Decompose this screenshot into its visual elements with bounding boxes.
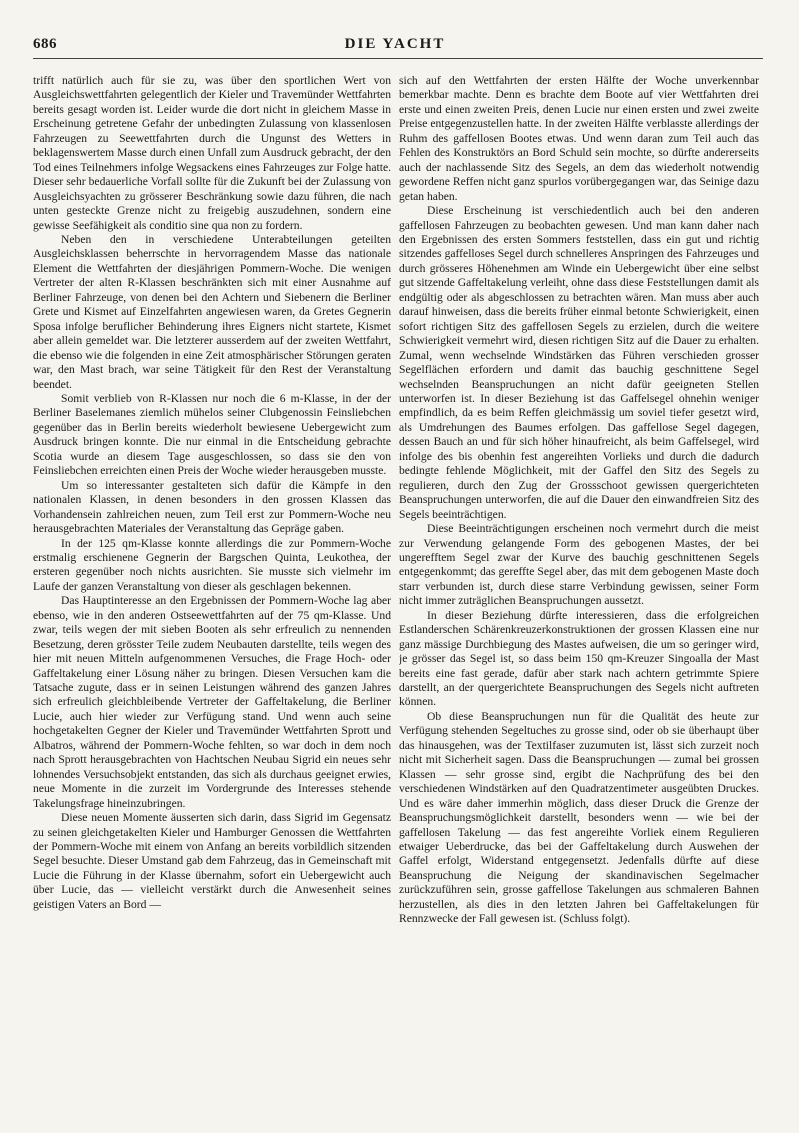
left-column — [33, 74, 391, 1104]
paragraph: Ob diese Beanspruchungen nun für die Qualität des heute zur Verfügung stehenden Segeltuches zu grosse sind, oder ob sie überhaupt über das hinausgehen, was der Textilfaser zuzumuten ist, lässt sich zurzeit noch nicht mit Sicherheit sagen. Dass die Beanspruchungen — zumal bei grossen Klassen — sehr grosse sind, ergibt die Nachprüfung des bei den verschiedenen Windstärken auf den Quadratzentimeter ausgeübten Druckes. Und es wäre daher immerhin möglich, dass dieser Druck die Grenze der Beanspruchungsmöglichkeit darstellt, besonders wenn — wie bei der gaffellosen Takelung — das fest angereihte Vorliek einem Regulieren etwaiger Ueberdrucke, das bei der Gaffeltakelung durch Auswehen der Gaffel erfolgt, Widerstand entgegensetzt. Jedenfalls dürfte auf diese Beanspruchung die Neigung der skandinavischen Segelmacher zurückzuführen sein, grosse gaffellose Takelungen aus schmaleren Bahnen herzustellen, als dies in den letzten Jahren bei Gaffeltakelungen für Rennzwecke der Fall gewesen ist. (Schluss folgt). — [399, 709, 759, 926]
paragraph: Das Hauptinteresse an den Ergebnissen der Pommern-Woche lag aber ebenso, wie in den anderen Ostseewettfahrten auf der 75 qm-Klasse. Und zwar, teils wegen der mit sieben Booten als sehr erfreulich zu nennenden Besetzung, deren grösster Teile zudem Neubauten darstellte, teils wegen des hier mit neuen Mitteln aufgenommenen Versuches, die Frage Hoch- oder Gaffeltakelung einer Lösung näher zu bringen. Diesen Versuchen kam die Tatsache zugute, dass er in seinen Leistungen während des ganzen Jahres sich erfreulich gleichbleibende Vertreter der Gaffeltakelung, die Berliner Lucie, auch hier wieder zur Verfügung stand. Und wenn auch seine hochgetakelten Gegner der Kieler und Travemünder Wettfahrten Sprott und Albatros, während der Pommern-Woche fehlten, so war doch in dem noch nach Sprott herausgebrachten von Hachtschen Neubau Sigrid ein neues sehr lohnendes Versuchsobjekt entstanden, das sich als durchaus geeignet erwies, neue Momente in die zurzeit im Vordergrunde des Interesses stehende Takelungsfrage hineinzubringen. — [33, 594, 391, 810]
right-column — [399, 74, 759, 1104]
paragraph: Um so interessanter gestalteten sich dafür die Kämpfe in den nationalen Klassen, in denen besonders in den grossen Klassen das Vorhandensein zahlreichen neuen, zum Teil erst zur Pommern-Woche neu herausgebrachten Materiales der Veranstaltung das Gepräge gaben. — [33, 478, 391, 536]
paragraph: sich auf den Wettfahrten der ersten Hälfte der Woche unverkennbar bemerkbar machte. Denn es brachte dem Boote auf vier Wettfahrten drei erste und einen zweiten Preis, denen Lucie nur einen ersten und zwei zweite Preise entgegenzustellen hatte. In der zweiten Hälfte verblasste allerdings der Ruhm des gaffellosen Bootes etwas. Und wenn daran zum Teil auch das Fehlen des Konstruktörs an Bord Schuld sein mochte, so dürfte andererseits auch der nachlassende Sitz des Segels, an dem das wiederholt notwendig gewordene Reffen nicht ganz spurlos vorübergegangen war, das Seinige dazu getan haben. — [399, 74, 759, 203]
paragraph: Diese Beeinträchtigungen erscheinen noch vermehrt durch die meist zur Verwendung gelangende Form des gebogenen Mastes, der bei ungerefftem Segel zwar der Kurve des bauchig geschnittenen Segels entgegenkommt; das gereffte Segel aber, das mit dem gebogenen Maste doch starr verbunden ist, durch diese starre Verbindung gewissen, seiner Form nicht immer zuträglichen Beanspruchungen aussetzt. — [399, 522, 759, 608]
paragraph: In dieser Beziehung dürfte interessieren, dass die erfolgreichen Estlanderschen Schärenkreuzerkonstruktionen der grossen Klassen eine nur ganz mässige Durchbiegung des Mastes aufweisen, die um so geringer wird, je grösser das Segel ist, so dass beim 150 qm-Kreuzer Singoalla der Mast bereits eine fast gerade, dafür aber stark nach achtern getrimmte Spiere darstellt, an der quergerichtete Beanspruchungen des Segels nicht auftreten können. — [399, 608, 759, 709]
paragraph: Diese Erscheinung ist verschiedentlich auch bei den anderen gaffellosen Fahrzeugen zu beobachten gewesen. Und man kann daher nach den Ergebnissen des ersten Sommers feststellen, dass ein gut und richtig sitzendes gaffelloses Segel durch schnelleres Anspringen des Fahrzeuges und durch grösseres Höhenehmen am Winde ein Uebergewicht über eine selbst gut sitzende Gaffeltakelung verleiht, ohne dass diese Feststellungen damit als endgültig oder als abgeschlossen zu betrachten wären. Man muss aber auch darauf hinweisen, dass die bereits früher einmal betonte Schwierigkeit, einen sofort richtigen Sitz des gaffellosen Segels zu erzielen, durch die weitere Schwierigkeit vermehrt wird, diesen richtigen Sitz auf die Dauer zu erhalten. Zumal, wenn wechselnde Windstärken das Führen verschieden grosser Segelflächen erfordern und damit das bauchig geschnittene Segel wechselnden Beanspruchungen an nicht dafür geeigneten Stellen unterworfen ist. In dieser Beziehung ist das Gaffelsegel ohnehin weniger empfindlich, da es beim Reffen gleichmässig um soviel tiefer gesetzt wird, als Umdrehungen des Baumes erfolgen. Das gaffellose Segel dagegen, dessen Bauch an und für sich höher hinaufreicht, als beim Gaffelsegel, wird infolge des bis obenhin fest angereihten Vorlieks und durch die dadurch bedingte fehlende Möglichkeit, mit der Gaffel den Sitz des Segels zu regulieren, durch den Zug der Grossschoot gewissen quergerichteten Beanspruchungen unterworfen, die auf die Dauer den einwandfreien Sitz des Segels beeinträchtigen. — [399, 204, 759, 521]
page-number: 686 — [33, 36, 57, 52]
paragraph: Neben den in verschiedene Unterabteilungen geteilten Ausgleichsklassen beherrschte in hervorragendem Masse das nationale Element die Wettfahrten der diesjährigen Pommern-Woche. Die wenigen Vertreter der alten R-Klassen beschränkten sich mit einer Ausnahme auf Berliner Fahrzeuge, von denen bei den Achtern und Siebenern die Berliner Grete und Kismet auf Einzelfahrten angewiesen waren, da Gretes Gegnerin Sposa infolge beruflicher Behinderung ihres Eigners nicht startete, Kismet aber allein gemeldet war. Die letzterer ausserdem auf der zweiten Wettfahrt, die ebenso wie die folgenden in eine Zeit atmosphärischer Störungen geraten war, den Mast brach, war seine Tätigkeit für den Rest der Veranstaltung beendet. — [33, 232, 391, 391]
paragraph: Diese neuen Momente äusserten sich darin, dass Sigrid im Gegensatz zu seinen gleichgetakelten Kieler und Hamburger Genossen die Wettfahrten der Pommern-Woche mit einem von Anfang an bereits vorbildlich sitzenden Segel besuchte. Dieser Umstand gab dem Fahrzeug, das in Gemeinschaft mit Lucie die Führung in der Klasse übernahm, sofort ein Uebergewicht auch über Lucie, das — vielleicht verstärkt durch die Anwesenheit seines geistigen Vaters an Bord — — [33, 811, 391, 911]
page-header — [33, 36, 757, 56]
paragraph: trifft natürlich auch für sie zu, was über den sportlichen Wert von Ausgleichswettfahrten gelegentlich der Kieler und Travemünder Wettfahrten bereits gesagt worden ist. Leider wurde die dort nicht in gleichem Masse in Erscheinung getretene Gefahr der unbedingten Zulassung von klassenlosen Fahrzeugen zu Seewettfahrten durch die Ungunst des Wetters in beklagenswertem Masse durch einen Unfall zum Ausdruck gebracht, der den Tod eines Teilnehmers infolge Wegsackens eines Fahrzeuges zur Folge hatte. Dieser sehr bedauerliche Vorfall sollte für die Zukunft bei der Zulassung von Ausgleichsyachten zu grösserer Beschränkung sowie dazu führen, die nach unten gesteckte Grenze nicht zu freigebig auszudehnen, sondern eine gewisse Seefähigkeit als conditio sine qua non zu fordern. — [33, 74, 391, 232]
header-rule — [33, 58, 763, 59]
running-title: DIE YACHT — [344, 36, 446, 52]
paragraph: Somit verblieb von R-Klassen nur noch die 6 m-Klasse, in der der Berliner Baselemanes ziemlich mühelos seiner Clubgenossin Feinsliebchen gegenüber das in Berlin bereits wiederholt bewiesene Uebergewicht zum Ausdruck bringen konnte. Die nur einmal in die Entscheidung gebrachte Scotia wurde an diesem Tage ausgeschlossen, so dass sie den von Feinsliebchen erreichten einen Preis der Woche wieder herausgeben musste. — [33, 391, 391, 478]
paragraph: In der 125 qm-Klasse konnte allerdings die zur Pommern-Woche erstmalig erschienene Gegnerin der Bargschen Quinta, Leukothea, der ersteren gegenüber noch nichts ausrichten. Sie musste sich vielmehr im Laufe der ganzen Veranstaltung von dieser als geschlagen bekennen. — [33, 536, 391, 593]
